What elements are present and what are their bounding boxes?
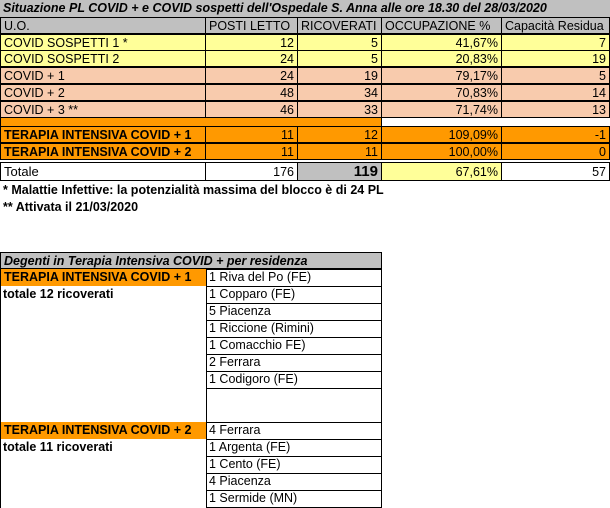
row-divider (206, 286, 382, 287)
header-capacita-residua[interactable]: Capacità Residua (501, 17, 610, 34)
cell-posti-letto[interactable]: 24 (205, 50, 298, 67)
cell-capacita-residua[interactable]: -1 (501, 126, 610, 143)
cell-ricoverati[interactable]: 5 (297, 34, 382, 51)
ti2-total[interactable]: totale 11 ricoverati (3, 440, 113, 454)
cell-capacita-residua[interactable]: 19 (501, 50, 610, 67)
ti2-residence-item[interactable]: 1 Sermide (MN) (209, 491, 298, 505)
total-posti-letto[interactable]: 176 (205, 162, 298, 181)
cell-capacita-residua[interactable]: 0 (501, 143, 610, 160)
spacer-row (0, 118, 382, 126)
ti1-residence-item[interactable]: 1 Riccione (Rimini) (209, 321, 314, 335)
row-label-covid-plus-2[interactable]: COVID + 2 (0, 84, 206, 101)
cell-ricoverati[interactable]: 11 (297, 143, 382, 160)
cell-occupazione[interactable]: 41,67% (381, 34, 502, 51)
row-label-covid-plus-1[interactable]: COVID + 1 (0, 67, 206, 84)
row-divider (206, 320, 382, 321)
cell-occupazione[interactable]: 109,09% (381, 126, 502, 143)
row-divider (206, 490, 382, 491)
cell-posti-letto[interactable]: 11 (205, 143, 298, 160)
sheet-title: Situazione PL COVID + e COVID sospetti dell'Ospedale S. Anna alle ore 18.30 del 28/03/2020 (0, 0, 610, 17)
ti1-residence-item[interactable]: 5 Piacenza (209, 304, 271, 318)
cell-capacita-residua[interactable]: 13 (501, 101, 610, 118)
section2-left-border (0, 252, 1, 508)
ti2-residence-item[interactable]: 4 Ferrara (209, 423, 261, 437)
row-divider (206, 337, 382, 338)
cell-posti-letto[interactable]: 46 (205, 101, 298, 118)
total-ricoverati[interactable]: 119 (297, 162, 382, 181)
cell-capacita-residua[interactable]: 5 (501, 67, 610, 84)
row-label-terapia-intensiva-2[interactable]: TERAPIA INTENSIVA COVID + 2 (0, 143, 206, 160)
ti1-residence-item[interactable]: 1 Copparo (FE) (209, 287, 296, 301)
header-ricoverati[interactable]: RICOVERATI (297, 17, 382, 34)
total-occupazione[interactable]: 67,61% (381, 162, 502, 181)
header-posti-letto[interactable]: POSTI LETTO (205, 17, 298, 34)
total-capacita-residua[interactable]: 57 (501, 162, 610, 181)
row-divider (206, 354, 382, 355)
cell-ricoverati[interactable]: 5 (297, 50, 382, 67)
note-malattie-infettive[interactable]: * Malattie Infettive: la potenzialità massima del blocco è di 24 PL (3, 183, 384, 197)
ti2-residence-item[interactable]: 4 Piacenza (209, 474, 271, 488)
cell-ricoverati[interactable]: 34 (297, 84, 382, 101)
cell-occupazione[interactable]: 79,17% (381, 67, 502, 84)
header-uo[interactable]: U.O. (0, 17, 206, 34)
cell-posti-letto[interactable]: 48 (205, 84, 298, 101)
ti2-residence-item[interactable]: 1 Cento (FE) (209, 457, 281, 471)
ti1-residence-item[interactable]: 1 Codigoro (FE) (209, 372, 298, 386)
cell-ricoverati[interactable]: 19 (297, 67, 382, 84)
row-label-covid-sospetti-1[interactable]: COVID SOSPETTI 1 * (0, 34, 206, 51)
cell-occupazione[interactable]: 71,74% (381, 101, 502, 118)
cell-occupazione[interactable]: 70,83% (381, 84, 502, 101)
row-divider (206, 371, 382, 372)
note-attivata[interactable]: ** Attivata il 21/03/2020 (3, 200, 139, 214)
header-occupazione[interactable]: OCCUPAZIONE % (381, 17, 502, 34)
cell-ricoverati[interactable]: 33 (297, 101, 382, 118)
ti1-total[interactable]: totale 12 ricoverati (3, 287, 114, 301)
cell-posti-letto[interactable]: 11 (205, 126, 298, 143)
section2-right-border (381, 252, 382, 508)
row-divider (206, 422, 382, 423)
cell-capacita-residua[interactable]: 7 (501, 34, 610, 51)
row-divider (206, 473, 382, 474)
cell-posti-letto[interactable]: 24 (205, 67, 298, 84)
ti1-residence-item[interactable]: 1 Comacchio FE) (209, 338, 306, 352)
row-divider (206, 439, 382, 440)
ti1-label[interactable]: TERAPIA INTENSIVA COVID + 1 (0, 269, 206, 286)
section2-title: Degenti in Terapia Intensiva COVID + per residenza (0, 252, 382, 269)
cell-ricoverati[interactable]: 12 (297, 126, 382, 143)
section2-header-bottom (206, 269, 382, 270)
ti2-label[interactable]: TERAPIA INTENSIVA COVID + 2 (0, 422, 206, 439)
row-label-terapia-intensiva-1[interactable]: TERAPIA INTENSIVA COVID + 1 (0, 126, 206, 143)
ti1-residence-item[interactable]: 2 Ferrara (209, 355, 261, 369)
row-divider (206, 456, 382, 457)
row-divider (206, 388, 382, 389)
row-label-covid-sospetti-2[interactable]: COVID SOSPETTI 2 (0, 50, 206, 67)
cell-posti-letto[interactable]: 12 (205, 34, 298, 51)
row-divider (206, 303, 382, 304)
cell-occupazione[interactable]: 20,83% (381, 50, 502, 67)
cell-occupazione[interactable]: 100,00% (381, 143, 502, 160)
ti1-residence-item[interactable]: 1 Riva del Po (FE) (209, 270, 312, 284)
cell-capacita-residua[interactable]: 14 (501, 84, 610, 101)
row-label-covid-plus-3[interactable]: COVID + 3 ** (0, 101, 206, 118)
total-label[interactable]: Totale (0, 162, 206, 181)
ti2-residence-item[interactable]: 1 Argenta (FE) (209, 440, 291, 454)
